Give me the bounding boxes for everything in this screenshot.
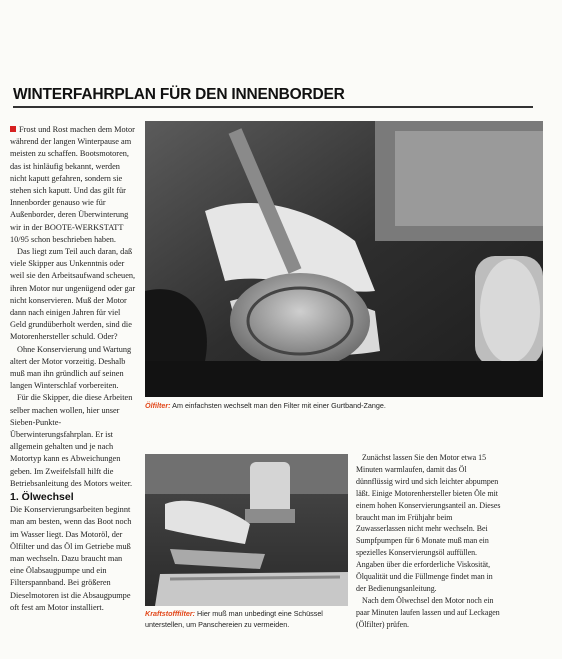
oil-filter-caption: Ölfilter: Am einfachsten wechselt man den Filter mit einer Gurtband-Zange.: [145, 401, 386, 410]
fuel-filter-photo: [145, 454, 348, 606]
article-paragraph: Frost und Rost machen dem Motor während der langen Winterpause am meisten zu schaffen. Bootsmotoren, das ist hinläufig bekannt, werden nicht kaputt gefahren, sondern sie stehen sich kaputt. Und das gilt für Innenborder genauso wie für Außenborder, deren Überwinterung wir in der BOOTE-WERKSTATT 10/95 schon beschrieben haben.: [10, 125, 135, 244]
oil-filter-photo: [145, 121, 543, 397]
headline-rule: [13, 106, 533, 108]
article-paragraph: Das liegt zum Teil auch daran, daß viele Skipper aus Unkenntnis oder weil sie den Arbeitsaufwand scheuen, ihren Motor nur ungenügend oder gar nicht konservieren. Muß der Motor dann nach einigen Jahren für viel Geld grundüberholt werden, sind die Motorenhersteller schuld. Oder?: [10, 247, 136, 342]
section-paragraph: Die Konservierungsarbeiten beginnt man am besten, wenn das Boot noch im Wasser liegt. Das Motoröl, der Ölfilter und das Öl im Getriebe muß man wechseln. Dazu braucht man eine Ölabsaugpumpe und ein Filterspannband. Bei größeren Dieselmotoren ist die Absaugpumpe oft fest am Motor installiert.: [10, 505, 132, 612]
article-paragraph: Ohne Konservierung und Wartung altert der Motor vorzeitig. Deshalb muß man ihn gründlich auf seinen langen Winterschlaf vorbereiten.: [10, 344, 132, 391]
right-text-column: [356, 452, 502, 631]
article-paragraph: Zunächst lassen Sie den Motor etwa 15 Minuten warmlaufen, damit das Öl dünnflüssig wird und sich leichter abpumpen läßt. Einige Motorenhersteller bieten Öle mit einem hohen Konservierungsanteil an. Dieses braucht man im Frühjahr beim Zuwasserlassen nicht mehr wechseln. Bei Sumpfpumpen für 6 Monate muß man ein spezielles Konservierungsöl auffüllen. Angaben über die erforderliche Viskosität, Ölqualität und die Füllmenge findet man in der Bedienungsanleitung.: [356, 453, 501, 593]
article-headline: WINTERFAHRPLAN FÜR DEN INNENBORDER: [13, 86, 345, 103]
red-square-marker-icon: [10, 126, 16, 132]
fuel-filter-caption: Kraftstofffilter: Hier muß man unbedingt eine Schüssel unterstellen, um Panschereien zu vermeiden.: [145, 609, 323, 629]
left-text-column: [10, 124, 136, 614]
article-paragraph: Für die Skipper, die diese Arbeiten selber machen wollen, hier unser Sieben-Punkte-Überwinterungsfahrplan. Er ist allgemein gehalten und je nach Motortyp kann es Abweichungen geben. Im Zweifelsfall hilft die Betriebsanleitung des Motors weiter.: [10, 393, 133, 488]
article-paragraph: Nach dem Ölwechsel den Motor noch ein paar Minuten laufen lassen und auf Leckagen (Ölfilter) prüfen.: [356, 595, 500, 629]
caption-lead: Kraftstofffilter:: [145, 609, 196, 618]
caption-lead: Ölfilter:: [145, 401, 171, 410]
section-heading: 1. Ölwechsel: [10, 491, 74, 504]
